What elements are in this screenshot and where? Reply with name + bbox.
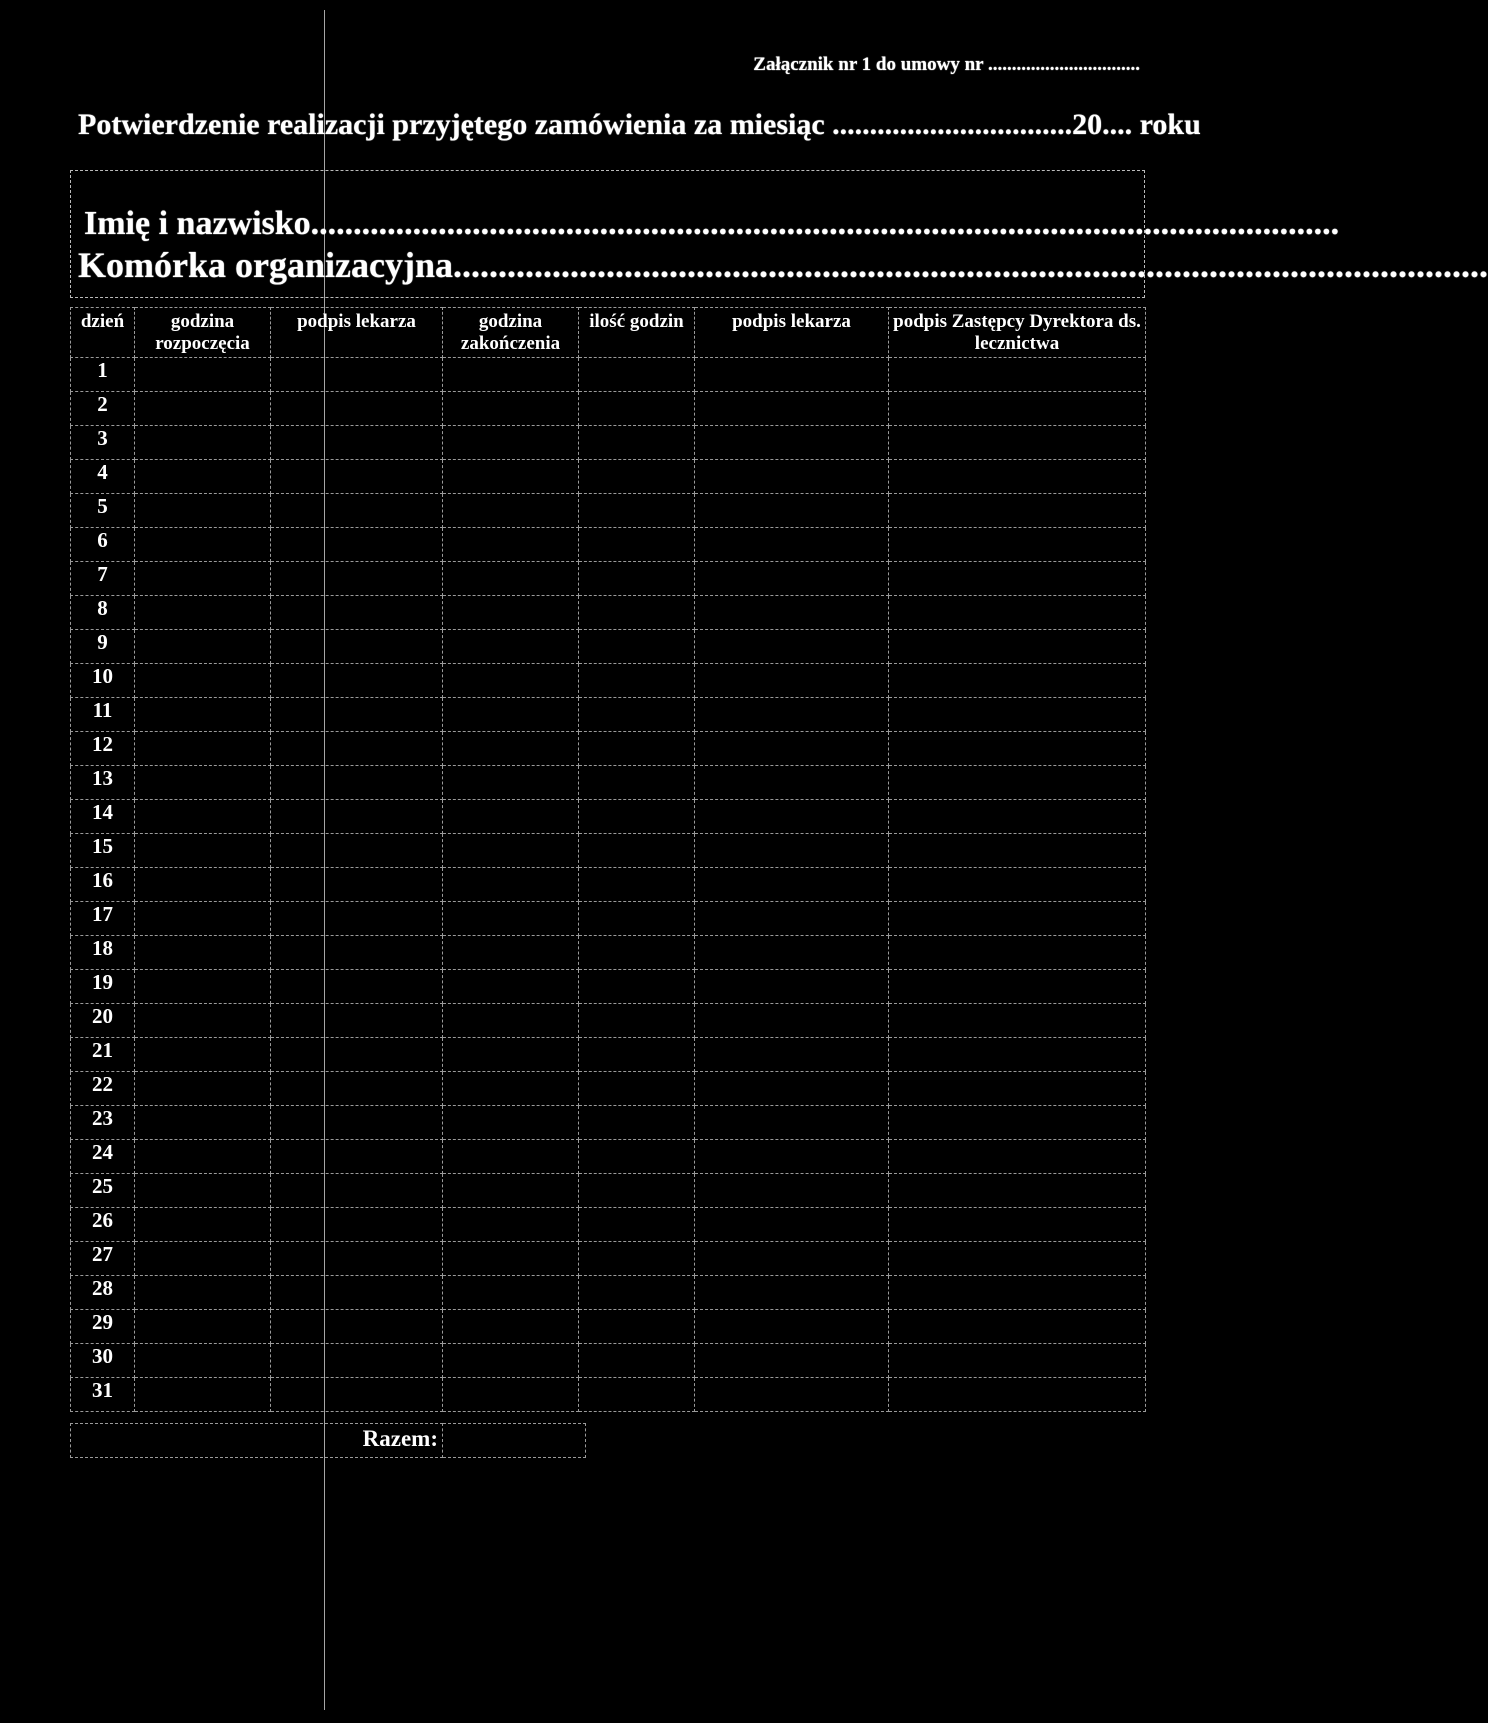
doctor-signature-cell-2[interactable] [695, 392, 889, 426]
doctor-signature-cell-2[interactable] [695, 494, 889, 528]
doctor-signature-cell[interactable] [271, 1004, 443, 1038]
end-time-cell[interactable] [443, 1378, 579, 1412]
doctor-signature-cell[interactable] [271, 1106, 443, 1140]
deputy-director-signature-cell[interactable] [889, 596, 1146, 630]
header-doctor-signature-2: podpis lekarza [695, 308, 889, 358]
deputy-director-signature-cell[interactable] [889, 902, 1146, 936]
day-number: 14 [71, 800, 135, 834]
start-time-cell[interactable] [135, 1344, 271, 1378]
deputy-director-signature-cell[interactable] [889, 1208, 1146, 1242]
deputy-director-signature-cell[interactable] [889, 1072, 1146, 1106]
end-time-cell[interactable] [443, 834, 579, 868]
end-time-cell[interactable] [443, 1106, 579, 1140]
deputy-director-signature-cell[interactable] [889, 1310, 1146, 1344]
start-time-cell[interactable] [135, 494, 271, 528]
doctor-signature-cell[interactable] [271, 392, 443, 426]
table-row [71, 562, 1146, 596]
hours-count-cell[interactable] [579, 426, 695, 460]
hours-count-cell[interactable] [579, 698, 695, 732]
hours-count-cell[interactable] [579, 1378, 695, 1412]
deputy-director-signature-cell[interactable] [889, 1344, 1146, 1378]
deputy-director-signature-cell[interactable] [889, 970, 1146, 1004]
doctor-signature-cell-2[interactable] [695, 698, 889, 732]
end-time-cell[interactable] [443, 936, 579, 970]
hours-count-cell[interactable] [579, 936, 695, 970]
table-row [71, 1310, 1146, 1344]
start-time-cell[interactable] [135, 1140, 271, 1174]
doctor-signature-cell-2[interactable] [695, 800, 889, 834]
doctor-signature-cell[interactable] [271, 1242, 443, 1276]
hours-count-cell[interactable] [579, 1140, 695, 1174]
deputy-director-signature-cell[interactable] [889, 1140, 1146, 1174]
day-number: 28 [71, 1276, 135, 1310]
doctor-signature-cell[interactable] [271, 698, 443, 732]
day-number: 19 [71, 970, 135, 1004]
day-number: 7 [71, 562, 135, 596]
end-time-cell[interactable] [443, 698, 579, 732]
deputy-director-signature-cell[interactable] [889, 1106, 1146, 1140]
start-time-cell[interactable] [135, 800, 271, 834]
day-number: 9 [71, 630, 135, 664]
doctor-signature-cell-2[interactable] [695, 834, 889, 868]
doctor-signature-cell-2[interactable] [695, 1344, 889, 1378]
day-number: 12 [71, 732, 135, 766]
page-title: Potwierdzenie realizacji przyjętego zamówienia za miesiąc ................................20.... roku [78, 108, 1201, 141]
doctor-signature-cell-2[interactable] [695, 936, 889, 970]
hours-count-cell[interactable] [579, 1208, 695, 1242]
doctor-signature-cell[interactable] [271, 1378, 443, 1412]
start-time-cell[interactable] [135, 732, 271, 766]
start-time-cell[interactable] [135, 766, 271, 800]
end-time-cell[interactable] [443, 766, 579, 800]
end-time-cell[interactable] [443, 1310, 579, 1344]
doctor-signature-cell[interactable] [271, 426, 443, 460]
doctor-signature-cell-2[interactable] [695, 460, 889, 494]
deputy-director-signature-cell[interactable] [889, 426, 1146, 460]
header-hours-count: ilość godzin [579, 308, 695, 358]
day-number: 2 [71, 392, 135, 426]
hours-count-cell[interactable] [579, 630, 695, 664]
hours-count-cell[interactable] [579, 902, 695, 936]
table-row [71, 698, 1146, 732]
table-row [71, 1140, 1146, 1174]
hours-count-cell[interactable] [579, 970, 695, 1004]
doctor-signature-cell[interactable] [271, 1072, 443, 1106]
end-time-cell[interactable] [443, 664, 579, 698]
deputy-director-signature-cell[interactable] [889, 732, 1146, 766]
start-time-cell[interactable] [135, 460, 271, 494]
table-row [71, 1174, 1146, 1208]
hours-count-cell[interactable] [579, 1310, 695, 1344]
doctor-signature-cell[interactable] [271, 528, 443, 562]
doctor-signature-cell-2[interactable] [695, 630, 889, 664]
table-header-row [71, 308, 1146, 358]
hours-count-cell[interactable] [579, 732, 695, 766]
end-time-cell[interactable] [443, 562, 579, 596]
table-row [71, 460, 1146, 494]
start-time-cell[interactable] [135, 1276, 271, 1310]
start-time-cell[interactable] [135, 596, 271, 630]
hours-count-cell[interactable] [579, 562, 695, 596]
hours-count-cell[interactable] [579, 460, 695, 494]
hours-count-cell[interactable] [579, 1242, 695, 1276]
end-time-cell[interactable] [443, 460, 579, 494]
table-row [71, 1208, 1146, 1242]
day-number: 10 [71, 664, 135, 698]
table-row [71, 732, 1146, 766]
deputy-director-signature-cell[interactable] [889, 528, 1146, 562]
table-row [71, 596, 1146, 630]
end-time-cell[interactable] [443, 970, 579, 1004]
start-time-cell[interactable] [135, 868, 271, 902]
day-number: 17 [71, 902, 135, 936]
doctor-signature-cell[interactable] [271, 1310, 443, 1344]
hours-count-cell[interactable] [579, 1038, 695, 1072]
doctor-signature-cell[interactable] [271, 936, 443, 970]
start-time-cell[interactable] [135, 970, 271, 1004]
deputy-director-signature-cell[interactable] [889, 392, 1146, 426]
start-time-cell[interactable] [135, 392, 271, 426]
deputy-director-signature-cell[interactable] [889, 562, 1146, 596]
table-row [71, 392, 1146, 426]
doctor-signature-cell[interactable] [271, 1140, 443, 1174]
deputy-director-signature-cell[interactable] [889, 1378, 1146, 1412]
hours-count-cell[interactable] [579, 358, 695, 392]
table-row [71, 358, 1146, 392]
header-day: dzień [71, 308, 135, 358]
deputy-director-signature-cell[interactable] [889, 1004, 1146, 1038]
start-time-cell[interactable] [135, 1106, 271, 1140]
table-row [71, 1004, 1146, 1038]
hours-count-cell[interactable] [579, 1344, 695, 1378]
start-time-cell[interactable] [135, 1310, 271, 1344]
doctor-signature-cell-2[interactable] [695, 562, 889, 596]
start-time-cell[interactable] [135, 630, 271, 664]
deputy-director-signature-cell[interactable] [889, 630, 1146, 664]
day-number: 4 [71, 460, 135, 494]
end-time-cell[interactable] [443, 630, 579, 664]
table-row [71, 494, 1146, 528]
total-label: Razem: [71, 1424, 443, 1458]
doctor-signature-cell-2[interactable] [695, 1310, 889, 1344]
deputy-director-signature-cell[interactable] [889, 766, 1146, 800]
end-time-cell[interactable] [443, 1004, 579, 1038]
name-line: Imię i nazwisko......................................................................................................................... [84, 205, 1340, 242]
table-row [71, 1242, 1146, 1276]
doctor-signature-cell-2[interactable] [695, 1378, 889, 1412]
day-number: 23 [71, 1106, 135, 1140]
day-number: 27 [71, 1242, 135, 1276]
end-time-cell[interactable] [443, 1276, 579, 1310]
table-row [71, 800, 1146, 834]
day-number: 5 [71, 494, 135, 528]
doctor-signature-cell[interactable] [271, 596, 443, 630]
doctor-signature-cell-2[interactable] [695, 426, 889, 460]
doctor-signature-cell[interactable] [271, 1174, 443, 1208]
doctor-signature-cell[interactable] [271, 664, 443, 698]
doctor-signature-cell[interactable] [271, 834, 443, 868]
end-time-cell[interactable] [443, 1072, 579, 1106]
start-time-cell[interactable] [135, 1038, 271, 1072]
day-number: 3 [71, 426, 135, 460]
deputy-director-signature-cell[interactable] [889, 868, 1146, 902]
doctor-signature-cell[interactable] [271, 766, 443, 800]
hours-count-cell[interactable] [579, 800, 695, 834]
end-time-cell[interactable] [443, 528, 579, 562]
deputy-director-signature-cell[interactable] [889, 1242, 1146, 1276]
doctor-signature-cell-2[interactable] [695, 1140, 889, 1174]
day-number: 30 [71, 1344, 135, 1378]
end-time-cell[interactable] [443, 596, 579, 630]
header-end-time: godzina zakończenia [443, 308, 579, 358]
hours-count-cell[interactable] [579, 528, 695, 562]
start-time-cell[interactable] [135, 936, 271, 970]
doctor-signature-cell-2[interactable] [695, 1072, 889, 1106]
table-row [71, 426, 1146, 460]
unit-line: Komórka organizacyjna................................................................................................................... [78, 245, 1488, 285]
day-number: 6 [71, 528, 135, 562]
doctor-signature-cell-2[interactable] [695, 970, 889, 1004]
table-row [71, 1344, 1146, 1378]
end-time-cell[interactable] [443, 800, 579, 834]
hours-count-cell[interactable] [579, 766, 695, 800]
start-time-cell[interactable] [135, 1378, 271, 1412]
doctor-signature-cell[interactable] [271, 970, 443, 1004]
day-number: 22 [71, 1072, 135, 1106]
day-number: 29 [71, 1310, 135, 1344]
table-row [71, 1106, 1146, 1140]
doctor-signature-cell[interactable] [271, 358, 443, 392]
start-time-cell[interactable] [135, 1242, 271, 1276]
doctor-signature-cell[interactable] [271, 494, 443, 528]
doctor-signature-cell-2[interactable] [695, 1174, 889, 1208]
doctor-signature-cell[interactable] [271, 630, 443, 664]
table-row [71, 766, 1146, 800]
start-time-cell[interactable] [135, 664, 271, 698]
day-number: 16 [71, 868, 135, 902]
total-table [70, 1423, 586, 1458]
end-time-cell[interactable] [443, 732, 579, 766]
deputy-director-signature-cell[interactable] [889, 494, 1146, 528]
end-time-cell[interactable] [443, 1242, 579, 1276]
deputy-director-signature-cell[interactable] [889, 460, 1146, 494]
day-number: 8 [71, 596, 135, 630]
table-row [71, 528, 1146, 562]
doctor-signature-cell-2[interactable] [695, 358, 889, 392]
doctor-signature-cell-2[interactable] [695, 1242, 889, 1276]
doctor-signature-cell[interactable] [271, 868, 443, 902]
start-time-cell[interactable] [135, 698, 271, 732]
doctor-signature-cell[interactable] [271, 732, 443, 766]
doctor-signature-cell[interactable] [271, 1276, 443, 1310]
end-time-cell[interactable] [443, 494, 579, 528]
table-row [71, 1038, 1146, 1072]
start-time-cell[interactable] [135, 902, 271, 936]
header-start-time: godzina rozpoczęcia [135, 308, 271, 358]
hours-count-cell[interactable] [579, 834, 695, 868]
table-row [71, 1276, 1146, 1310]
table-row [71, 868, 1146, 902]
doctor-signature-cell[interactable] [271, 562, 443, 596]
day-number: 13 [71, 766, 135, 800]
header-deputy-director-signature: podpis Zastępcy Dyrektora ds. lecznictwa [889, 308, 1146, 358]
hours-count-cell[interactable] [579, 1174, 695, 1208]
table-row [71, 970, 1146, 1004]
doctor-signature-cell[interactable] [271, 460, 443, 494]
end-time-cell[interactable] [443, 426, 579, 460]
day-number: 26 [71, 1208, 135, 1242]
end-time-cell[interactable] [443, 1038, 579, 1072]
end-time-cell[interactable] [443, 1208, 579, 1242]
doctor-signature-cell[interactable] [271, 1208, 443, 1242]
table-row [71, 902, 1146, 936]
deputy-director-signature-cell[interactable] [889, 1038, 1146, 1072]
start-time-cell[interactable] [135, 834, 271, 868]
start-time-cell[interactable] [135, 528, 271, 562]
doctor-signature-cell[interactable] [271, 1344, 443, 1378]
end-time-cell[interactable] [443, 902, 579, 936]
deputy-director-signature-cell[interactable] [889, 800, 1146, 834]
hours-count-cell[interactable] [579, 1106, 695, 1140]
table-row [71, 834, 1146, 868]
start-time-cell[interactable] [135, 1174, 271, 1208]
table-row [71, 630, 1146, 664]
annex-label: Załącznik nr 1 do umowy nr ................................ [753, 54, 1140, 75]
doctor-signature-cell[interactable] [271, 902, 443, 936]
start-time-cell[interactable] [135, 1208, 271, 1242]
total-hours-cell[interactable] [443, 1424, 586, 1458]
day-number: 11 [71, 698, 135, 732]
deputy-director-signature-cell[interactable] [889, 358, 1146, 392]
day-number: 24 [71, 1140, 135, 1174]
table-row [71, 664, 1146, 698]
hours-count-cell[interactable] [579, 664, 695, 698]
total-row [71, 1424, 586, 1458]
doctor-signature-cell[interactable] [271, 800, 443, 834]
hours-count-cell[interactable] [579, 1004, 695, 1038]
hours-count-cell[interactable] [579, 392, 695, 426]
start-time-cell[interactable] [135, 1072, 271, 1106]
deputy-director-signature-cell[interactable] [889, 698, 1146, 732]
day-number: 25 [71, 1174, 135, 1208]
day-number: 20 [71, 1004, 135, 1038]
doctor-signature-cell-2[interactable] [695, 1276, 889, 1310]
day-number: 18 [71, 936, 135, 970]
day-number: 21 [71, 1038, 135, 1072]
deputy-director-signature-cell[interactable] [889, 1174, 1146, 1208]
hours-table [70, 307, 1146, 1412]
start-time-cell[interactable] [135, 426, 271, 460]
start-time-cell[interactable] [135, 358, 271, 392]
start-time-cell[interactable] [135, 562, 271, 596]
doctor-signature-cell-2[interactable] [695, 1208, 889, 1242]
hours-count-cell[interactable] [579, 1072, 695, 1106]
doctor-signature-cell-2[interactable] [695, 1004, 889, 1038]
end-time-cell[interactable] [443, 1140, 579, 1174]
doctor-signature-cell-2[interactable] [695, 1038, 889, 1072]
end-time-cell[interactable] [443, 392, 579, 426]
doctor-signature-cell-2[interactable] [695, 528, 889, 562]
doctor-signature-cell-2[interactable] [695, 902, 889, 936]
doctor-signature-cell[interactable] [271, 1038, 443, 1072]
table-row [71, 1072, 1146, 1106]
hours-count-cell[interactable] [579, 1276, 695, 1310]
deputy-director-signature-cell[interactable] [889, 936, 1146, 970]
header-doctor-signature: podpis lekarza [271, 308, 443, 358]
hours-count-cell[interactable] [579, 868, 695, 902]
hours-count-cell[interactable] [579, 596, 695, 630]
doctor-signature-cell-2[interactable] [695, 664, 889, 698]
hours-count-cell[interactable] [579, 494, 695, 528]
start-time-cell[interactable] [135, 1004, 271, 1038]
day-number: 15 [71, 834, 135, 868]
deputy-director-signature-cell[interactable] [889, 664, 1146, 698]
deputy-director-signature-cell[interactable] [889, 834, 1146, 868]
doctor-signature-cell-2[interactable] [695, 868, 889, 902]
doctor-signature-cell-2[interactable] [695, 766, 889, 800]
end-time-cell[interactable] [443, 1174, 579, 1208]
end-time-cell[interactable] [443, 1344, 579, 1378]
table-row [71, 936, 1146, 970]
doctor-signature-cell-2[interactable] [695, 596, 889, 630]
end-time-cell[interactable] [443, 868, 579, 902]
day-number: 31 [71, 1378, 135, 1412]
doctor-signature-cell-2[interactable] [695, 1106, 889, 1140]
deputy-director-signature-cell[interactable] [889, 1276, 1146, 1310]
doctor-signature-cell-2[interactable] [695, 732, 889, 766]
day-number: 1 [71, 358, 135, 392]
end-time-cell[interactable] [443, 358, 579, 392]
table-row [71, 1378, 1146, 1412]
